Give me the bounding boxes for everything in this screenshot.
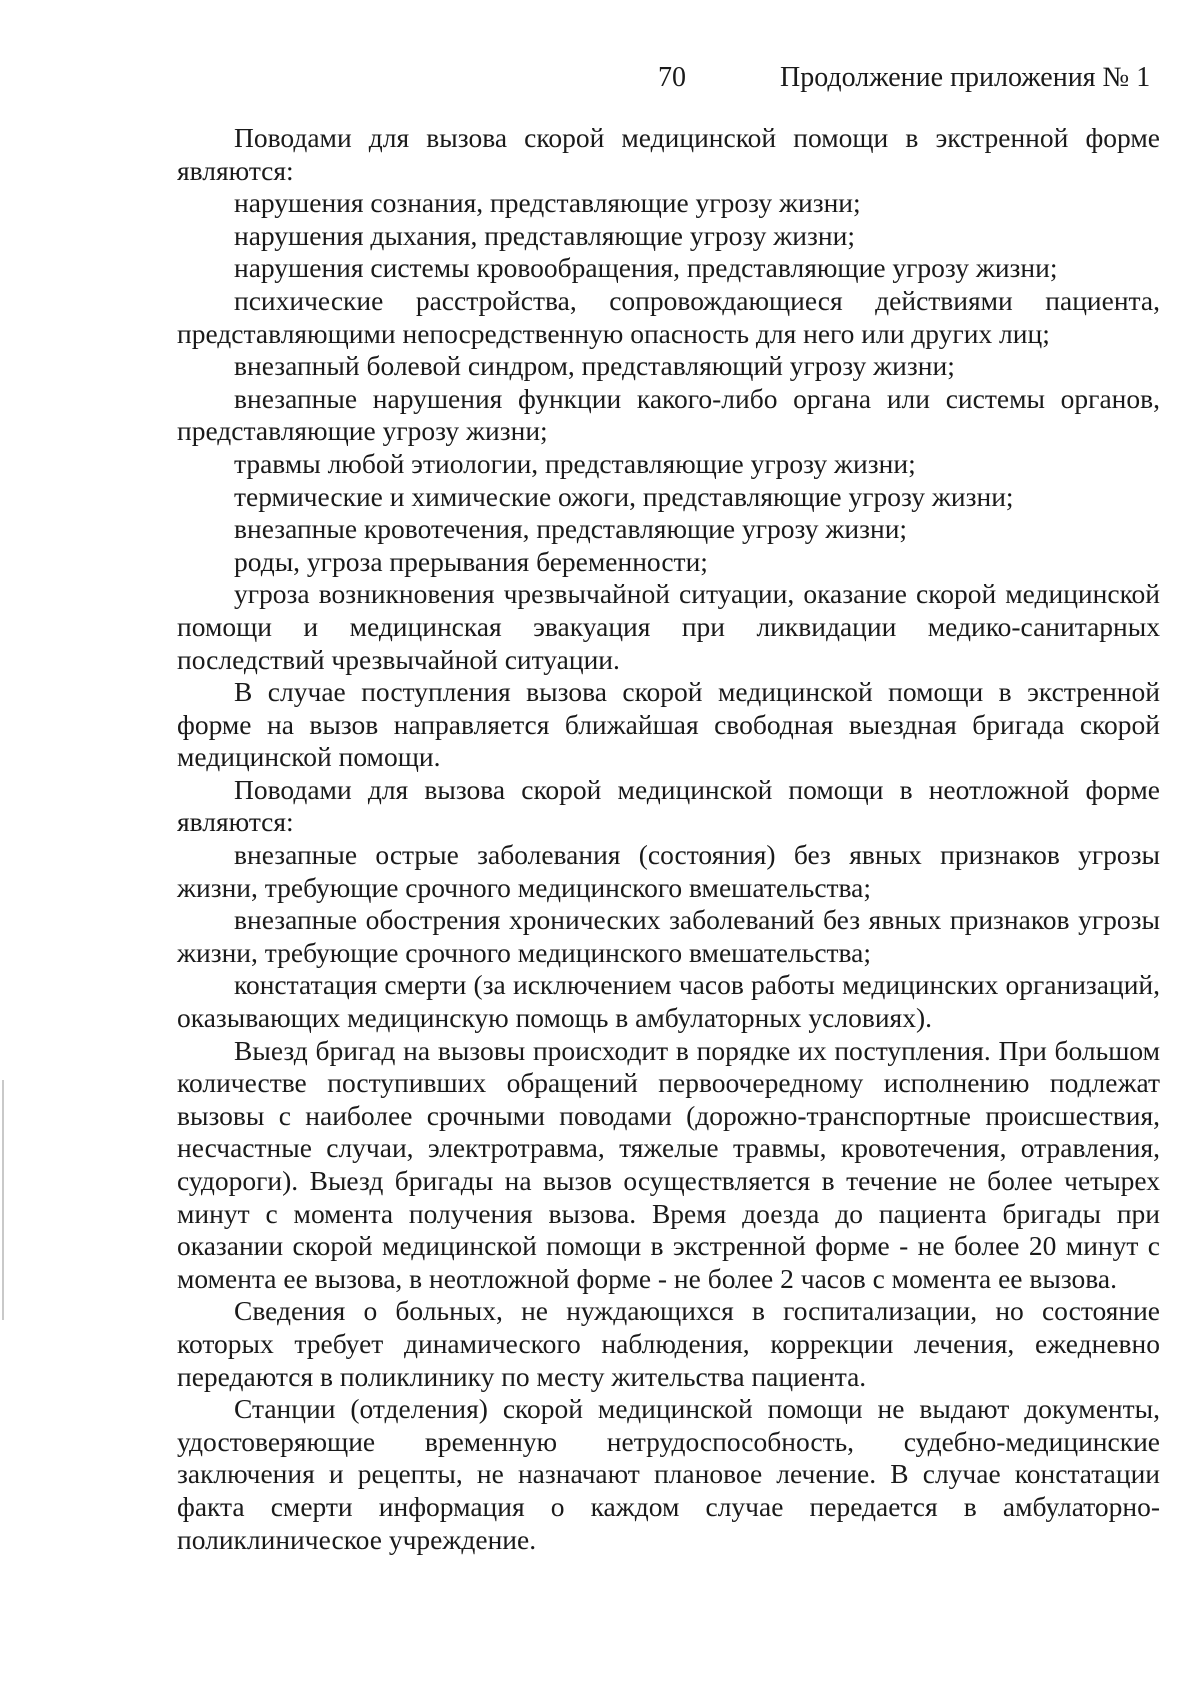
paragraph: Станции (отделения) скорой медицинской помощи не выдают документы, удостоверяющие временную нетрудоспособность, судебно-медицинские заключения и рецепты, не назначают плановое лечение. В случае констатации факта смерти информация о каждом случае передается в амбулаторно-поликлиническое учреждение. <box>177 1393 1160 1555</box>
paragraph: Поводами для вызова скорой медицинской помощи в экстренной форме являются: <box>177 122 1160 186</box>
list-item: нарушения дыхания, представляющие угрозу жизни; <box>234 219 855 251</box>
list-item: роды, угроза прерывания беременности; <box>234 545 708 577</box>
list-item: нарушения системы кровообращения, представляющие угрозу жизни; <box>234 252 1058 284</box>
list-item: внезапные кровотечения, представляющие угрозу жизни; <box>234 513 908 545</box>
list-item: внезапные острые заболевания (состояния) без явных признаков угрозы жизни, требующие срочного медицинского вмешательства; <box>177 839 1160 903</box>
list-item: внезапные нарушения функции какого-либо органа или системы органов, представляющие угрозу жизни; <box>177 382 1160 447</box>
page-header <box>0 62 1200 102</box>
list-item: психические расстройства, сопровождающиеся действиями пациента, представляющими непосредственную опасность для него или других лиц; <box>177 284 1160 349</box>
page-number: 70 <box>658 62 686 93</box>
paragraph: Поводами для вызова скорой медицинской помощи в неотложной форме являются: <box>177 773 1160 838</box>
paragraph: Выезд бригад на вызовы происходит в порядке их поступления. При большом количестве поступивших обращений первоочередному исполнению подлежат вызовы с наиболее срочными поводами (дорожно-транспортные происшествия, несчастные случаи, электротравма, тяжелые травмы, кровотечения, отравления, судороги). Выезд бригады на вызов осуществляется в течение не более четырех минут с момента получения вызова. Время доезда до пациента бригады при оказании скорой медицинской помощи в экстренной форме - не более 20 минут с момента ее вызова, в неотложной форме - не более 2 часов с момента ее вызова. <box>177 1034 1160 1294</box>
paragraph: Сведения о больных, не нуждающихся в госпитализации, но состояние которых требует динамического наблюдения, коррекции лечения, ежедневно передаются в поликлинику по месту жительства пациента. <box>177 1295 1160 1392</box>
appendix-continuation: Продолжение приложения № 1 <box>780 62 1151 93</box>
scan-edge-mark <box>2 1080 4 1320</box>
list-item: термические и химические ожоги, представляющие угрозу жизни; <box>234 480 1014 512</box>
list-item: внезапные обострения хронических заболеваний без явных признаков угрозы жизни, требующие срочного медицинского вмешательства; <box>177 904 1160 968</box>
list-item: констатация смерти (за исключением часов работы медицинских организаций, оказывающих медицинскую помощь в амбулаторных условиях). <box>177 969 1160 1034</box>
list-item: угроза возникновения чрезвычайной ситуации, оказание скорой медицинской помощи и медицинская эвакуация при ликвидации медико-санитарных последствий чрезвычайной ситуации. <box>177 578 1160 675</box>
list-item: травмы любой этиологии, представляющие угрозу жизни; <box>234 447 916 479</box>
document-body <box>177 122 1160 1556</box>
paragraph: В случае поступления вызова скорой медицинской помощи в экстренной форме на вызов направляется ближайшая свободная выездная бригада скорой медицинской помощи. <box>177 676 1160 773</box>
list-item: внезапный болевой синдром, представляющий угрозу жизни; <box>234 350 955 382</box>
list-item: нарушения сознания, представляющие угрозу жизни; <box>234 187 861 219</box>
